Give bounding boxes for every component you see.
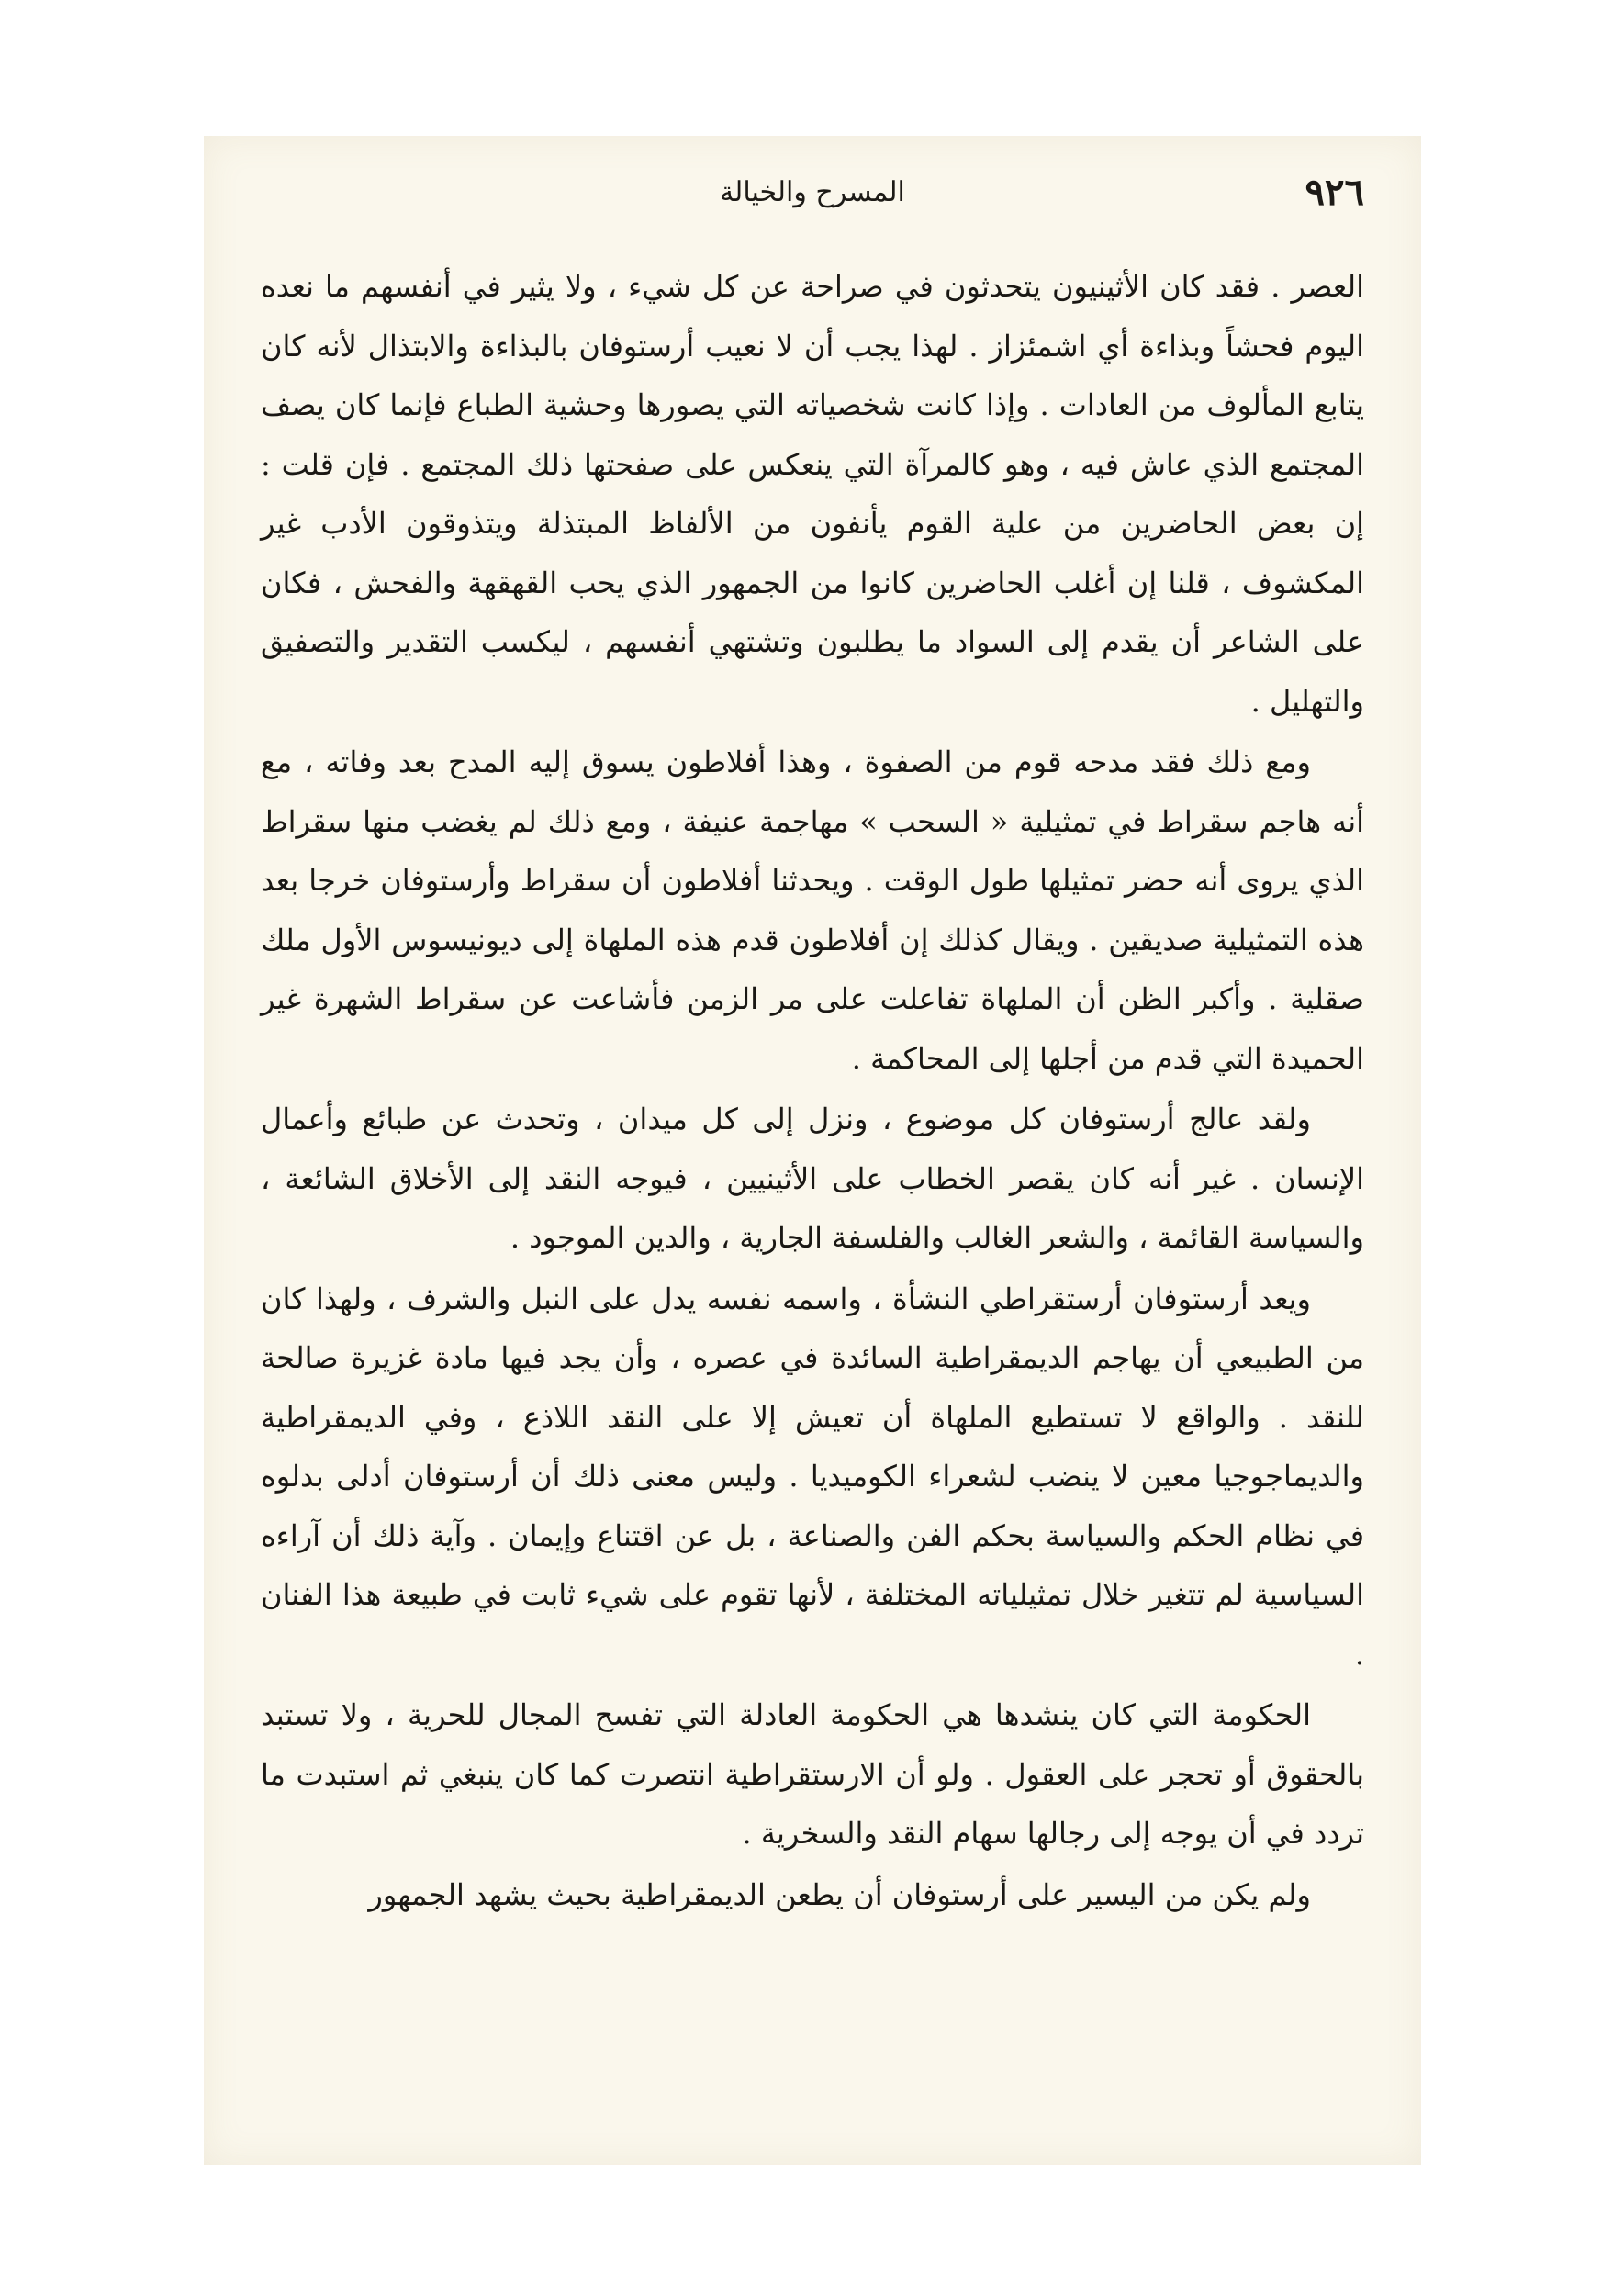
paragraph-4: ويعد أرستوفان أرستقراطي النشأة ، واسمه نفسه يدل على النبل والشرف ، ولهذا كان من الطبيعي أن يهاجم الديمقراطية السائدة في عصره ، وأن يجد فيها مادة غزيرة صالحة للنقد . والواقع لا تستطيع الملهاة أن تعيش إلا على النقد اللاذع ، وفي الديمقراطية والديماجوجيا معين لا ينضب لشعراء الكوميديا . وليس معنى ذلك أن أرستوفان أدلى بدلوه في نظام الحكم والسياسة بحكم الفن والصناعة ، بل عن اقتناع وإيمان . وآية ذلك أن آراءه السياسية لم تتغير خلال تمثيلياته المختلفة ، لأنها تقوم على شيء ثابت في طبيعة هذا الفنان . <box>261 1281 1364 1672</box>
paragraph-3: ولقد عالج أرستوفان كل موضوع ، ونزل إلى كل ميدان ، وتحدث عن طبائع وأعمال الإنسان . غير أنه كان يقصر الخطاب على الأثينيين ، فيوجه النقد إلى الأخلاق الشائعة ، والسياسة القائمة ، والشعر الغالب والفلسفة الجارية ، والدين الموجود . <box>261 1102 1364 1255</box>
paragraph-1: العصر . فقد كان الأثينيون يتحدثون في صراحة عن كل شيء ، ولا يثير في أنفسهم ما نعده اليوم فحشاً وبذاءة أي اشمئزاز . لهذا يجب أن لا نعيب أرستوفان بالبذاءة والابتذال لأنه كان يتابع المألوف من العادات . وإذا كانت شخصياته التي يصورها وحشية الطباع فإنما كان يصف المجتمع الذي عاش فيه ، وهو كالمرآة التي ينعكس على صفحتها ذلك المجتمع . فإن قلت : إن بعض الحاضرين من علية القوم يأنفون من الألفاظ المبتذلة ويتذوقون الأدب غير المكشوف ، قلنا إن أغلب الحاضرين كانوا من الجمهور الذي يحب القهقهة والفحش ، فكان على الشاعر أن يقدم إلى السواد ما يطلبون وتشتهي أنفسهم ، ليكسب التقدير والتصفيق والتهليل . <box>261 269 1365 719</box>
page-header <box>261 171 1364 226</box>
paragraph-6: ولم يكن من اليسير على أرستوفان أن يطعن الديمقراطية بحيث يشهد الجمهور <box>368 1876 1311 1912</box>
paragraph-2: ومع ذلك فقد مدحه قوم من الصفوة ، وهذا أفلاطون يسوق إليه المدح بعد وفاته ، مع أنه هاجم سقراط في تمثيلية « السحب » مهاجمة عنيفة ، ومع ذلك لم يغضب منها سقراط الذي يروى أنه حضر تمثيلها طول الوقت . ويحدثنا أفلاطون أن سقراط وأرستوفان خرجا بعد هذه التمثيلية صديقين . ويقال كذلك إن أفلاطون قدم هذه الملهاة إلى ديونيسوس الأول ملك صقلية . وأكبر الظن أن الملهاة تفاعلت على مر الزمن فأشاعت عن سقراط الشهرة غير الحميدة التي قدم من أجلها إلى المحاكمة . <box>261 744 1365 1076</box>
page-number: ٩٢٦ <box>1305 171 1364 214</box>
paragraph-5: الحكومة التي كان ينشدها هي الحكومة العادلة التي تفسح المجال للحرية ، ولا تستبد بالحقوق أو تحجر على العقول . ولو أن الارستقراطية انتصرت كما كان ينبغي ثم استبدت ما تردد في أن يوجه إلى رجالها سهام النقد والسخرية . <box>261 1697 1364 1851</box>
body-text <box>261 257 1364 1926</box>
book-page <box>204 136 1421 2165</box>
running-title: المسرح والخيالة <box>720 176 905 208</box>
